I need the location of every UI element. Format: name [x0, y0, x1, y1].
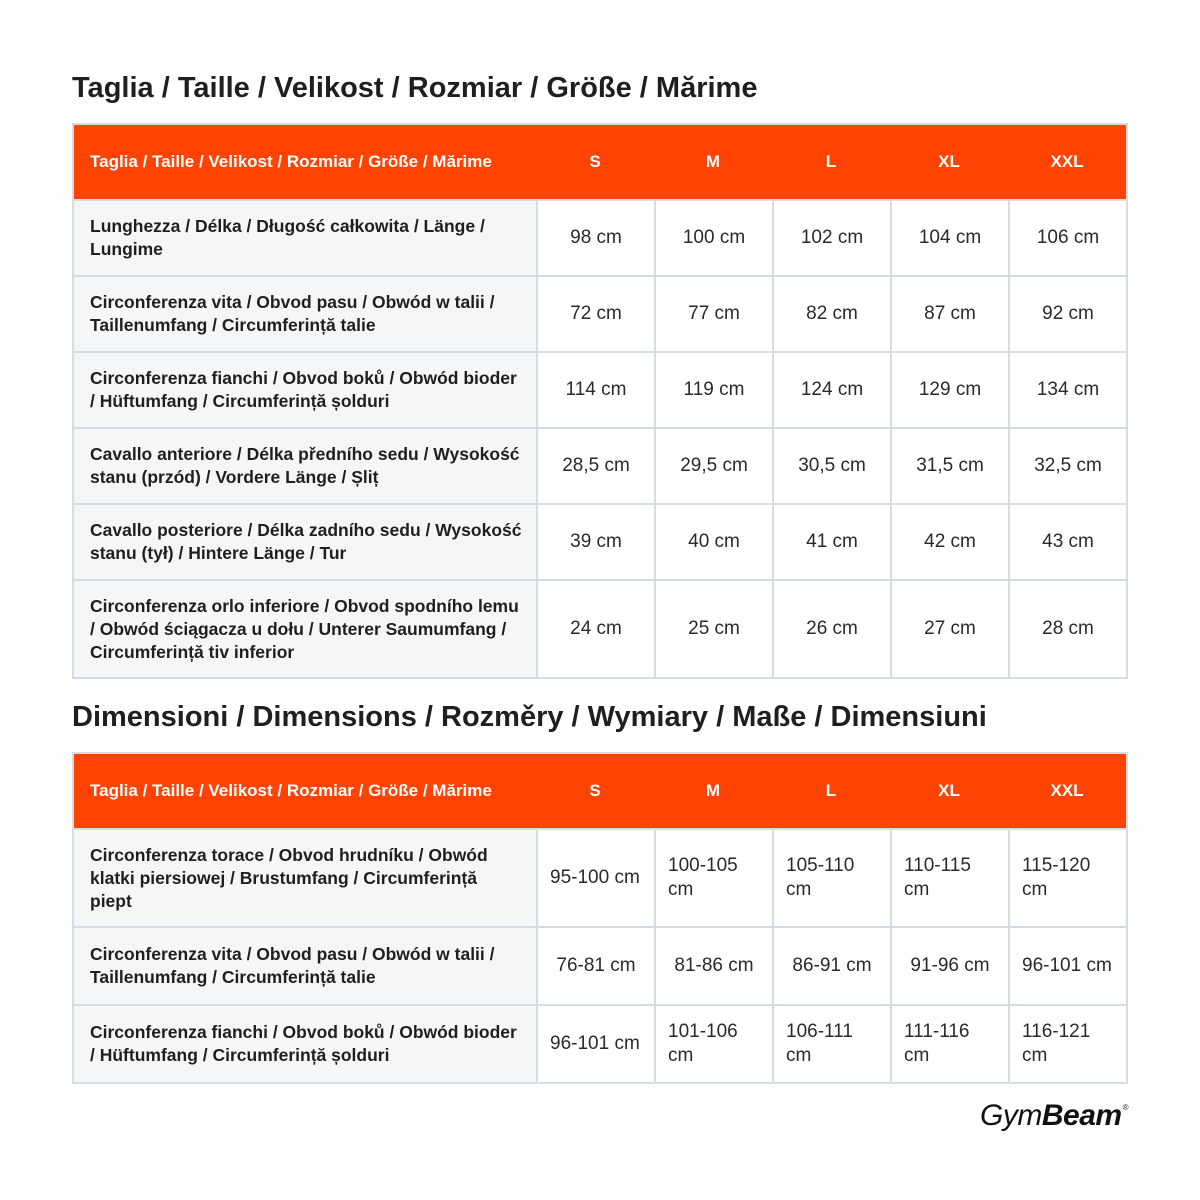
gymbeam-logo [980, 1099, 1128, 1133]
row-label: Cavallo anteriore / Délka předního sedu / Wysokość stanu (przód) / Vordere Länge / Șliț [74, 427, 536, 503]
header-size-s: S [536, 125, 654, 199]
table-header-row [74, 754, 1126, 828]
table-cell: 86-91 cm [772, 926, 890, 1004]
table-cell: 110-115 cm [890, 828, 1008, 926]
table-row [74, 1004, 1126, 1082]
table-cell: 25 cm [654, 579, 772, 677]
table-row [74, 579, 1126, 677]
dimensions-title: Dimensioni / Dimensions / Rozměry / Wymiary / Maße / Dimensiuni [72, 701, 987, 733]
header-size-label: Taglia / Taille / Velikost / Rozmiar / Größe / Mărime [74, 754, 536, 828]
table-cell: 100-105 cm [654, 828, 772, 926]
table-cell: 43 cm [1008, 503, 1126, 579]
size-chart-table [72, 123, 1128, 679]
header-size-xl: XL [890, 125, 1008, 199]
table-cell: 41 cm [772, 503, 890, 579]
table-cell: 92 cm [1008, 275, 1126, 351]
table-cell: 77 cm [654, 275, 772, 351]
row-label: Lunghezza / Délka / Długość całkowita / Länge / Lungime [74, 199, 536, 275]
table-cell: 124 cm [772, 351, 890, 427]
logo-text-light: Gym [980, 1099, 1042, 1132]
row-label: Circonferenza orlo inferiore / Obvod spodního lemu / Obwód ściągacza u dołu / Unterer Saumumfang / Circumferință tiv inferior [74, 579, 536, 677]
row-label: Circonferenza vita / Obvod pasu / Obwód w talii / Taillenumfang / Circumferință talie [74, 926, 536, 1004]
table-cell: 106-111 cm [772, 1004, 890, 1082]
table-cell: 87 cm [890, 275, 1008, 351]
table-row [74, 351, 1126, 427]
header-size-label: Taglia / Taille / Velikost / Rozmiar / Größe / Mărime [74, 125, 536, 199]
table-cell: 96-101 cm [1008, 926, 1126, 1004]
table-cell: 72 cm [536, 275, 654, 351]
table-cell: 81-86 cm [654, 926, 772, 1004]
table-cell: 129 cm [890, 351, 1008, 427]
table-cell: 31,5 cm [890, 427, 1008, 503]
table-cell: 115-120 cm [1008, 828, 1126, 926]
table-cell: 96-101 cm [536, 1004, 654, 1082]
header-size-xxl: XXL [1008, 754, 1126, 828]
table-cell: 134 cm [1008, 351, 1126, 427]
table-cell: 40 cm [654, 503, 772, 579]
table-cell: 106 cm [1008, 199, 1126, 275]
row-label: Circonferenza fianchi / Obvod boků / Obwód bioder / Hüftumfang / Circumferință șolduri [74, 1004, 536, 1082]
table-cell: 105-110 cm [772, 828, 890, 926]
table-cell: 26 cm [772, 579, 890, 677]
table-row [74, 275, 1126, 351]
table-row [74, 199, 1126, 275]
table-cell: 42 cm [890, 503, 1008, 579]
row-label: Circonferenza torace / Obvod hrudníku / Obwód klatki piersiowej / Brustumfang / Circumferință piept [74, 828, 536, 926]
table-cell: 82 cm [772, 275, 890, 351]
table-row [74, 828, 1126, 926]
table-cell: 104 cm [890, 199, 1008, 275]
table-cell: 91-96 cm [890, 926, 1008, 1004]
row-label: Cavallo posteriore / Délka zadního sedu / Wysokość stanu (tył) / Hintere Länge / Tur [74, 503, 536, 579]
table-cell: 98 cm [536, 199, 654, 275]
row-label: Circonferenza fianchi / Obvod boků / Obwód bioder / Hüftumfang / Circumferință șolduri [74, 351, 536, 427]
table-cell: 32,5 cm [1008, 427, 1126, 503]
table-cell: 100 cm [654, 199, 772, 275]
header-size-s: S [536, 754, 654, 828]
table-cell: 76-81 cm [536, 926, 654, 1004]
table-cell: 39 cm [536, 503, 654, 579]
table-row [74, 427, 1126, 503]
table-cell: 27 cm [890, 579, 1008, 677]
header-size-m: M [654, 754, 772, 828]
dimensions-table [72, 752, 1128, 1084]
table-cell: 119 cm [654, 351, 772, 427]
header-size-l: L [772, 125, 890, 199]
size-chart-title: Taglia / Taille / Velikost / Rozmiar / Größe / Mărime [72, 72, 758, 104]
logo-text-bold: Beam [1041, 1099, 1122, 1132]
table-cell: 28 cm [1008, 579, 1126, 677]
table-cell: 116-121 cm [1008, 1004, 1126, 1082]
table-cell: 30,5 cm [772, 427, 890, 503]
registered-mark-icon: ® [1122, 1103, 1128, 1112]
table-header-row [74, 125, 1126, 199]
table-cell: 114 cm [536, 351, 654, 427]
table-cell: 95-100 cm [536, 828, 654, 926]
table-cell: 24 cm [536, 579, 654, 677]
table-row [74, 503, 1126, 579]
row-label: Circonferenza vita / Obvod pasu / Obwód w talii / Taillenumfang / Circumferință talie [74, 275, 536, 351]
table-cell: 29,5 cm [654, 427, 772, 503]
table-cell: 111-116 cm [890, 1004, 1008, 1082]
table-cell: 101-106 cm [654, 1004, 772, 1082]
table-cell: 28,5 cm [536, 427, 654, 503]
table-row [74, 926, 1126, 1004]
table-cell: 102 cm [772, 199, 890, 275]
header-size-xxl: XXL [1008, 125, 1126, 199]
header-size-m: M [654, 125, 772, 199]
header-size-xl: XL [890, 754, 1008, 828]
header-size-l: L [772, 754, 890, 828]
